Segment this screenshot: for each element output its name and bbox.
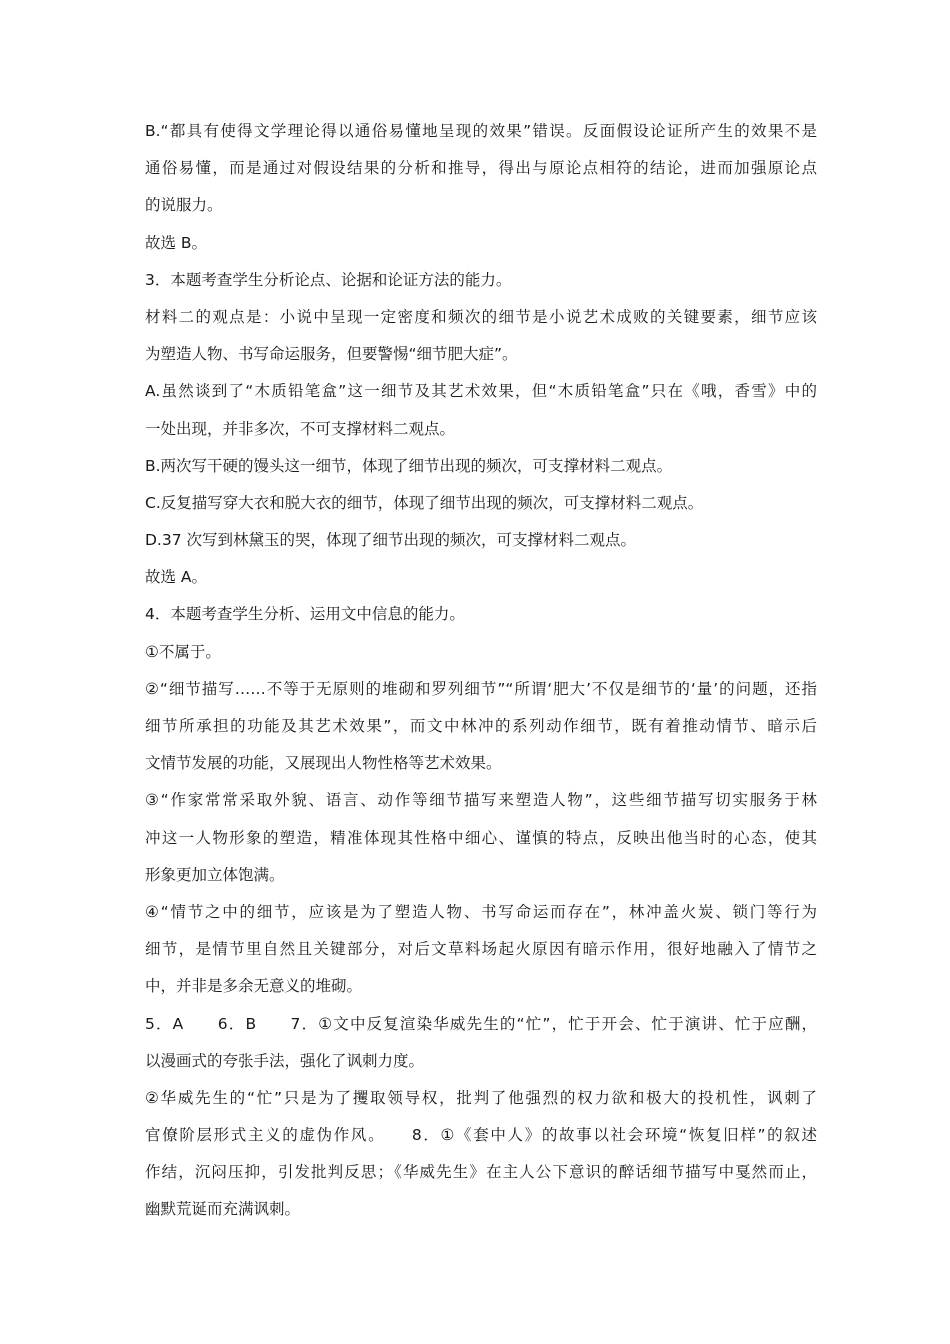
text-line: A.虽然谈到了“木质铅笔盒”这一细节及其艺术效果，但“木质铅笔盒”只在《哦，香雪》中的 [145, 382, 817, 401]
text-line: 通俗易懂，而是通过对假设结果的分析和推导，得出与原论点相符的结论，进而加强原论点 [145, 159, 817, 178]
text-line: 为塑造人物、书写命运服务，但要警惕“细节肥大症”。 [145, 345, 518, 364]
text-line: 细节所承担的功能及其艺术效果”，而文中林冲的系列动作细节，既有着推动情节、暗示后 [145, 717, 817, 735]
text-line: ④“情节之中的细节，应该是为了塑造人物、书写命运而存在”，林冲盖火炭、锁门等行为 [145, 902, 817, 921]
document-page [145, 120, 817, 1236]
text-line: ②华威先生的“忙”只是为了攫取领导权，批判了他强烈的权力欲和极大的投机性，讽刺了 [145, 1088, 817, 1107]
text-line: 官僚阶层形式主义的虚伪作风。 8．①《套中人》的故事以社会环境“恢复旧样”的叙述 [145, 1126, 817, 1145]
text-line: 形象更加立体饱满。 [145, 865, 285, 884]
text-line: 中，并非是多余无意义的堆砌。 [145, 977, 363, 996]
text-line: ③“作家常常采取外貌、语言、动作等细节描写来塑造人物”，这些细节描写切实服务于林 [145, 791, 817, 810]
text-line: 3．本题考查学生分析论点、论据和论证方法的能力。 [145, 270, 512, 289]
text-line: 幽默荒诞而充满讽刺。 [145, 1200, 301, 1219]
text-line: 4．本题考查学生分析、运用文中信息的能力。 [145, 605, 465, 624]
text-line: 作结，沉闷压抑，引发批判反思；《华威先生》在主人公下意识的醉话细节描写中戛然而止， [145, 1163, 817, 1182]
text-line: 以漫画式的夸张手法，强化了讽刺力度。 [145, 1051, 425, 1070]
text-line: 的说服力。 [145, 196, 223, 215]
text-line: ①不属于。 [145, 642, 221, 661]
text-line: 材料二的观点是：小说中呈现一定密度和频次的细节是小说艺术成败的关键要素，细节应该 [145, 307, 817, 326]
text-line: 细节，是情节里自然且关键部分，对后文草料场起火原因有暗示作用，很好地融入了情节之 [145, 940, 817, 959]
text-line: B.“都具有使得文学理论得以通俗易懂地呈现的效果”错误。反面假设论证所产生的效果不是 [145, 122, 817, 140]
text-line: ②“细节描写……不等于无原则的堆砌和罗列细节”“所谓‘肥大’不仅是细节的‘量’的问题，还指 [145, 679, 817, 698]
text-line: 一处出现，并非多次，不可支撑材料二观点。 [145, 419, 456, 438]
text-line: B.两次写干硬的馒头这一细节，体现了细节出现的频次，可支撑材料二观点。 [145, 456, 673, 475]
text-line: C.反复描写穿大衣和脱大衣的细节，体现了细节出现的频次，可支撑材料二观点。 [145, 493, 704, 512]
text-line: 冲这一人物形象的塑造，精准体现其性格中细心、谨慎的特点，反映出他当时的心态，使其 [145, 828, 817, 847]
text-line: 故选 A。 [145, 568, 208, 587]
text-line: D.37 次写到林黛玉的哭，体现了细节出现的频次，可支撑材料二观点。 [145, 531, 637, 550]
text-line: 故选 B。 [145, 233, 208, 252]
text-line: 文情节发展的功能，又展现出人物性格等艺术效果。 [145, 754, 502, 773]
text-line: 5．A 6．B 7．①文中反复渲染华威先生的“忙”，忙于开会、忙于演讲、忙于应酬， [145, 1014, 817, 1033]
